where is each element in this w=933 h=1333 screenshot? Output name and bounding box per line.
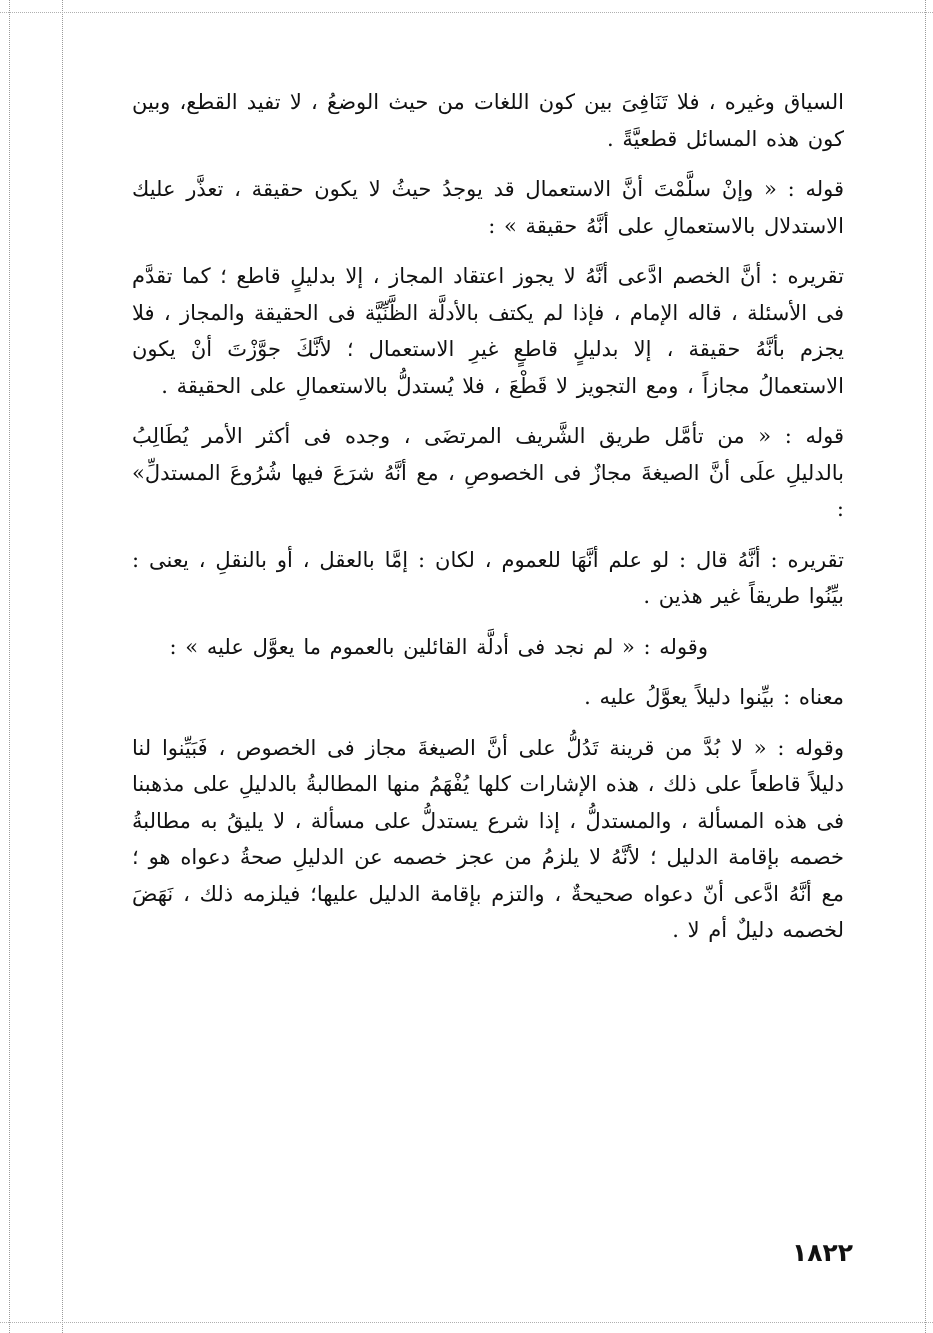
page-number: ١٨٢٢ xyxy=(791,1238,853,1267)
paragraph-6: وقوله : « لم نجد فى أدلَّة القائلين بالعموم ما يعوَّل عليه » : xyxy=(169,634,708,659)
scan-guide-line-bottom xyxy=(0,1322,933,1323)
paragraph-3: تقريره : أنَّ الخصم ادَّعى أنَّهُ لا يجوز اعتقاد المجاز ، إلا بدليلٍ قاطع ؛ كما تقدَّم فى الأسئلة ، قاله الإمام ، فإذا لم يكتف بالأدلَّة الظَّنِّيَّة فى الحقيقة والمجاز ، فلا يجزم بأنَّهُ حقيقة ، إلا بدليلٍ قاطعٍ غيرِ الاستعمال ؛ لأنَّكَ جوَّزْتَ أنْ يكون الاستعمالُ مجازاً ، ومع التجويز لا قَطْعَ ، فلا يُستدلُّ بالاستعمالِ على الحقيقة . xyxy=(132,264,844,398)
scan-guide-line-top xyxy=(0,12,933,13)
paragraph-5: تقريره : أنَّهُ قال : لو علم أنَّهَا للعموم ، لكان : إمَّا بالعقل ، أو بالنقلِ ، يعنى : بيِّنُوا طريقاً غير هذين . xyxy=(132,547,844,608)
scan-guide-line xyxy=(62,0,63,1333)
paragraph-1: السياق وغيره ، فلا تَنَافِىَ بين كون اللغات من حيث الوضعُ ، لا تفيد القطع، وبين كون هذه المسائل قطعيَّةً . xyxy=(132,90,844,151)
paragraph-2: قوله : « وإنْ سلَّمْتَ أنَّ الاستعمال قد يوجدُ حيثُ لا يكون حقيقة ، تعذَّر عليك الاستدلال بالاستعمالِ على أنَّهُ حقيقة » : xyxy=(132,177,844,238)
paragraph-8: وقوله : « لا بُدَّ من قرينة تَدُلُّ على أنَّ الصيغةَ مجاز فى الخصوص ، فَبَيِّنوا لنا دليلاً قاطعاً على ذلك ، هذه الإشارات كلها يُفْهَمُ منها المطالبةُ بالدليلِ على مذهبنا فى هذه المسألة ، والمستدلُّ ، إذا شرع يستدلُّ على مسألة ، لا يليقُ به مطالبةُ خصمه بإقامة الدليل ؛ لأنَّهُ لا يلزمُ من عجز خصمه عن الدليلِ صحةُ دعواه هو ؛ مع أنَّهُ ادَّعى أنّ دعواه صحيحةٌ ، والتزم بإقامة الدليل عليها؛ فيلزمه ذلك ، نَهَضَ لخصمه دليلٌ أم لا . xyxy=(132,735,844,942)
body-text xyxy=(132,84,844,949)
paragraph-4: قوله : « من تأمَّل طريق الشَّريف المرتضَى ، وجده فى أكثر الأمر يُطَالِبُ بالدليلِ علَى أنَّ الصيغةَ مجازٌ فى الخصوصِ ، مع أنَّهُ شرَعَ فيها شُرُوعَ المستدلِّ» : xyxy=(132,424,844,521)
scan-guide-line-right xyxy=(925,0,926,1333)
paragraph-7: معناه : بيِّنوا دليلاً يعوَّلُ عليه . xyxy=(584,685,844,709)
scan-guide-line-left xyxy=(9,0,10,1333)
